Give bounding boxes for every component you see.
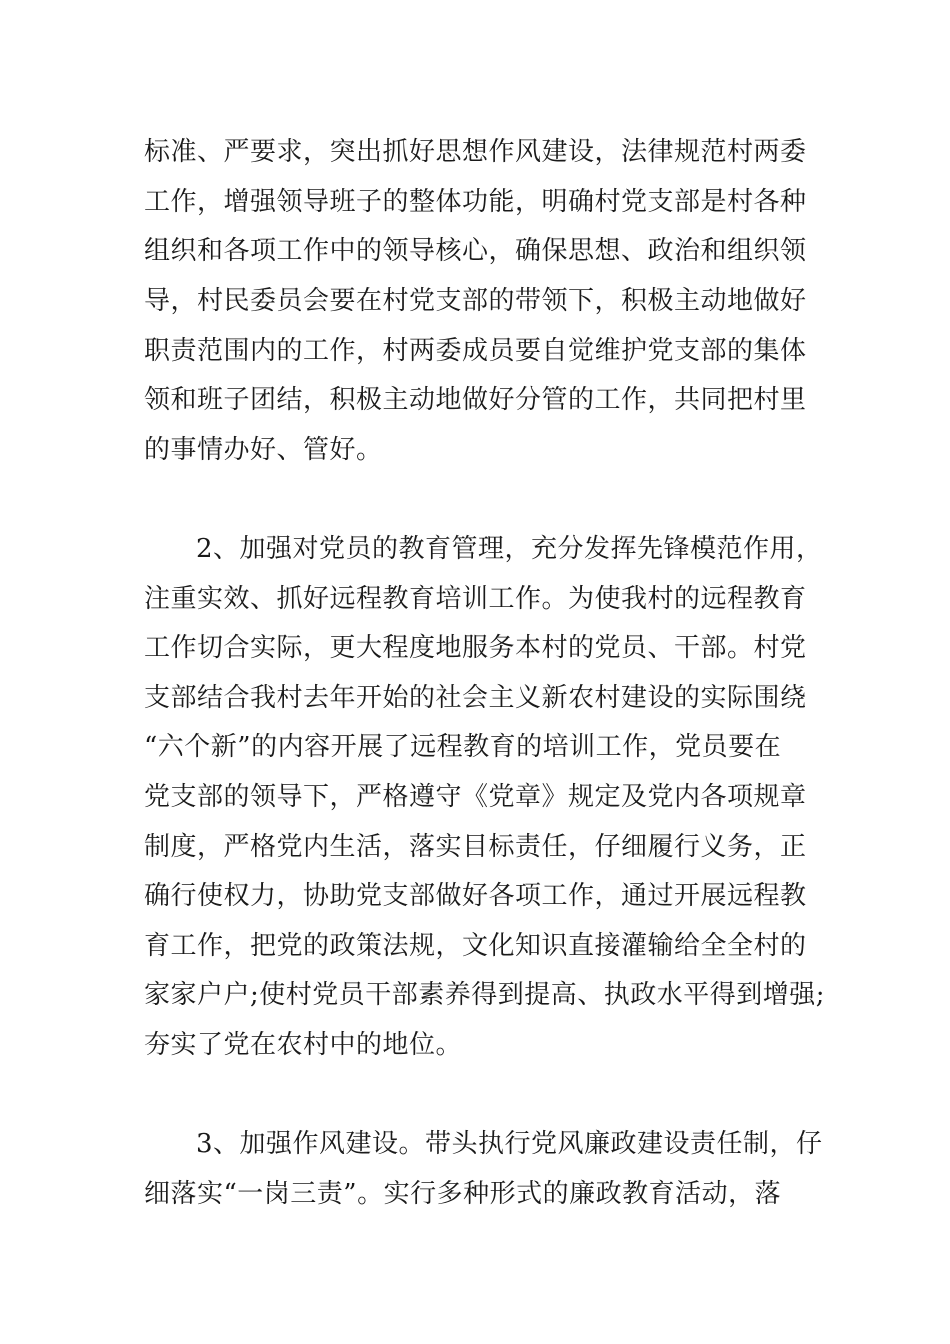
paragraph-line: 细落实“一岗三责”。实行多种形式的廉政教育活动，落 (144, 1179, 782, 1209)
paragraph-line: 确行使权力，协助党支部做好各项工作，通过开展远程教 (144, 881, 807, 911)
paragraph-line: 党支部的领导下，严格遵守《党章》规定及党内各项规章 (144, 782, 807, 812)
paragraph-line: 导，村民委员会要在村党支部的带领下，积极主动地做好 (144, 286, 807, 316)
paragraph-line: 的事情办好、管好。 (144, 435, 383, 465)
paragraph-line: 领和班子团结，积极主动地做好分管的工作，共同把村里 (144, 385, 807, 415)
paragraph-line: “六个新”的内容开展了远程教育的培训工作，党员要在 (144, 732, 782, 762)
paragraph-line: 组织和各项工作中的领导核心，确保思想、政治和组织领 (144, 236, 807, 266)
paragraph-line: 育工作，把党的政策法规，文化知识直接灌输给全全村的 (144, 931, 807, 961)
paragraph-line: 3、加强作风建设。带头执行党风廉政建设责任制，仔 (196, 1129, 823, 1159)
paragraph-line: 2、加强对党员的教育管理，充分发挥先锋模范作用， (196, 534, 823, 564)
paragraph-line: 夯实了党在农村中的地位。 (144, 1030, 463, 1060)
paragraph-line: 职责范围内的工作，村两委成员要自觉维护党支部的集体 (144, 336, 807, 366)
paragraph-line: 工作，增强领导班子的整体功能，明确村党支部是村各种 (144, 187, 807, 217)
paragraph-line: 标准、严要求，突出抓好思想作风建设，法律规范村两委 (144, 137, 807, 167)
paragraph-line: 家家户户;使村党员干部素养得到提高、执政水平得到增强; (144, 980, 826, 1010)
paragraph-line: 注重实效、抓好远程教育培训工作。为使我村的远程教育 (144, 584, 807, 614)
paragraph-line: 工作切合实际，更大程度地服务本村的党员、干部。村党 (144, 633, 807, 663)
paragraph-line: 支部结合我村去年开始的社会主义新农村建设的实际围绕 (144, 683, 807, 713)
paragraph-line: 制度，严格党内生活，落实目标责任，仔细履行义务，正 (144, 832, 807, 862)
